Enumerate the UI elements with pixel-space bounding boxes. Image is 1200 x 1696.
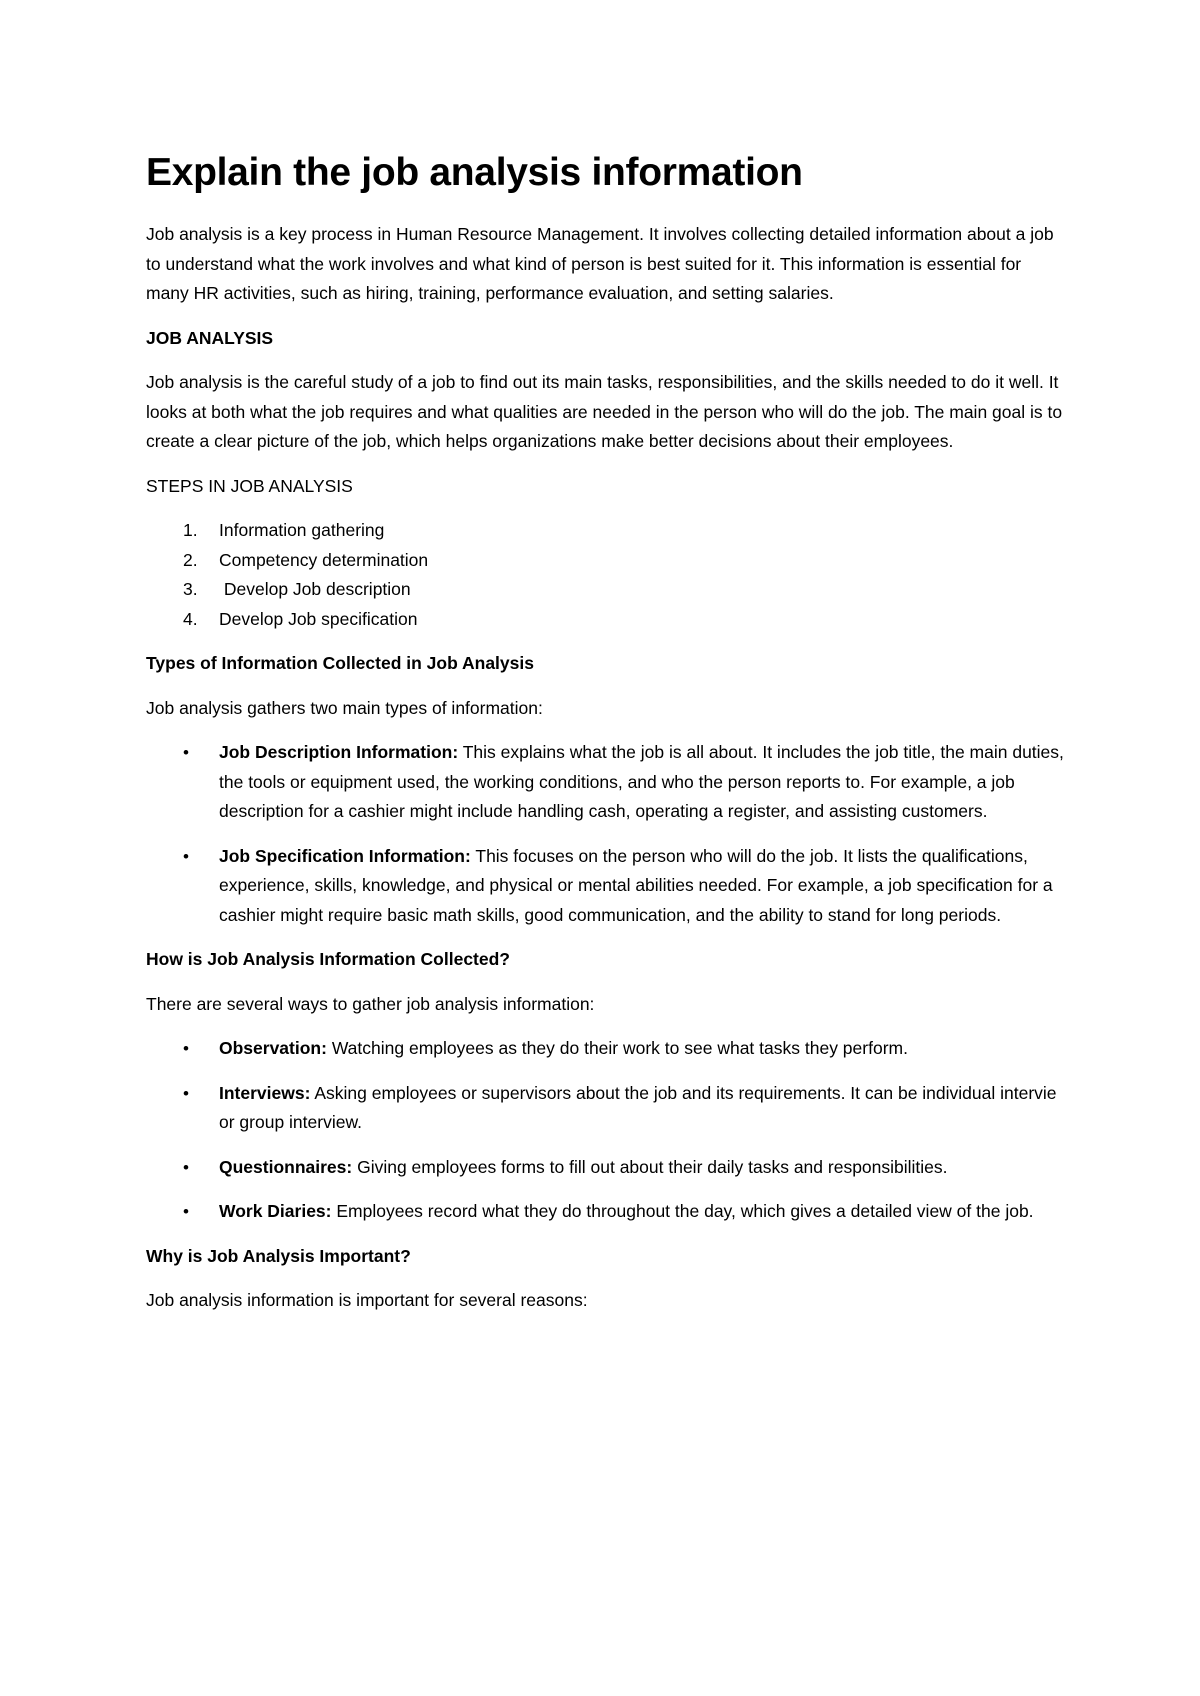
list-item-term: Observation: xyxy=(219,1038,327,1058)
job-analysis-paragraph: Job analysis is the careful study of a job to find out its main tasks, responsibilities, and the skills needed to do it well. It looks at both what the job requires and what qualities are needed in the person who will do the job. The main goal is to create a clear picture of the job, which helps organizations make better decisions about their employees. xyxy=(146,372,1063,451)
list-item xyxy=(146,738,1066,827)
list-item-text: Asking employees or supervisors about the job and its requirements. It can be individual intervie or group interview. xyxy=(219,1082,1057,1132)
list-item xyxy=(146,1197,1066,1227)
step-number: 3. xyxy=(183,579,198,599)
document-title: Explain the job analysis information xyxy=(146,151,803,194)
bullet-icon: • xyxy=(183,1083,189,1103)
step-text: Competency determination xyxy=(219,549,429,570)
list-item-text: This focuses on the person who will do the job. It lists the qualifications, experience, skills, knowledge, and physical or mental abilities needed. For example, a job specification for a cashier might require basic math skills, good communication, and the ability to stand for long periods. xyxy=(219,845,1053,925)
types-heading: Types of Information Collected in Job Analysis xyxy=(146,653,534,673)
types-intro: Job analysis gathers two main types of information: xyxy=(146,697,543,718)
methods-list xyxy=(146,1034,1066,1227)
list-item-term: Job Specification Information: xyxy=(219,845,471,866)
step-number: 2. xyxy=(183,549,198,570)
list-item-text: This explains what the job is all about. It includes the job title, the main duties, the tools or equipment used, the working conditions, and who the person reports to. For example, a job description for a cashier might include handling cash, operating a register, and assisting customers. xyxy=(219,742,1064,821)
step-text: Develop Job specification xyxy=(219,608,418,629)
list-item-text: Giving employees forms to fill out about their daily tasks and responsibilities. xyxy=(352,1156,948,1177)
list-item-term: Questionnaires: xyxy=(219,1156,353,1177)
list-item-term: Job Description Information: xyxy=(219,742,459,762)
types-list xyxy=(146,738,1066,930)
step-number: 1. xyxy=(183,520,198,540)
step-item xyxy=(146,575,1066,605)
steps-heading: STEPS IN JOB ANALYSIS xyxy=(146,475,353,496)
bullet-icon: • xyxy=(183,743,189,762)
step-number: 4. xyxy=(183,608,198,629)
bullet-icon: • xyxy=(183,1202,189,1221)
list-item-text: Watching employees as they do their work to see what tasks they perform. xyxy=(326,1038,908,1058)
step-text: Develop Job description xyxy=(219,579,411,599)
step-item xyxy=(146,546,1066,576)
list-item-text: Employees record what they do throughout the day, which gives a detailed view of the job. xyxy=(331,1201,1034,1221)
list-item xyxy=(146,1034,1066,1064)
steps-list xyxy=(146,516,1066,634)
intro-paragraph: Job analysis is a key process in Human Resource Management. It involves collecting detailed information about a job to understand what the work involves and what kind of person is best suited for it. This information is essential for many HR activities, such as hiring, training, performance evaluation, and setting salaries. xyxy=(146,224,1054,303)
job-analysis-heading: JOB ANALYSIS xyxy=(146,327,274,348)
list-item xyxy=(146,842,1066,931)
step-item xyxy=(146,516,1066,546)
methods-heading: How is Job Analysis Information Collected? xyxy=(146,949,510,969)
bullet-icon: • xyxy=(183,846,189,866)
list-item-term: Interviews: xyxy=(219,1082,311,1103)
importance-intro: Job analysis information is important for several reasons: xyxy=(146,1290,588,1310)
document-page xyxy=(146,148,1066,1331)
list-item-term: Work Diaries: xyxy=(219,1201,332,1221)
list-item xyxy=(146,1079,1066,1138)
bullet-icon: • xyxy=(183,1157,189,1177)
step-item xyxy=(146,605,1066,635)
step-text: Information gathering xyxy=(219,520,385,540)
bullet-icon: • xyxy=(183,1039,189,1058)
list-item xyxy=(146,1153,1066,1183)
importance-heading: Why is Job Analysis Important? xyxy=(146,1245,411,1266)
methods-intro: There are several ways to gather job analysis information: xyxy=(146,993,595,1014)
